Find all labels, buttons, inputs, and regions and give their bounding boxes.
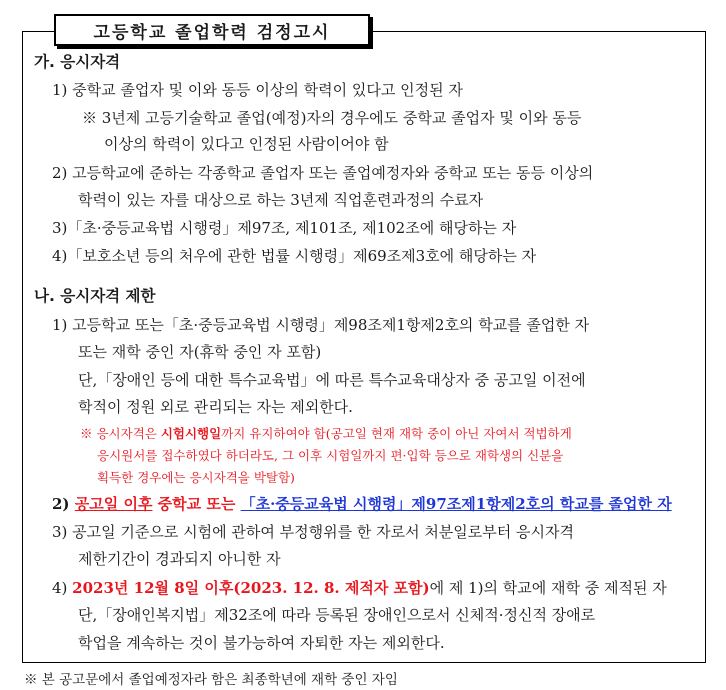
eligibility-item-2-line-1: 2) 고등학교에 준하는 각종학교 졸업자 또는 졸업예정자와 중학교 또는 동등 이상의	[52, 164, 594, 182]
item-4-number: 4)	[52, 579, 73, 597]
eligibility-note-line-1: ※ 3년제 고등기술학교 졸업(예정)자의 경우에도 중학교 졸업자 및 이와 동등	[82, 109, 582, 127]
item-2-after-notice: 공고일 이후	[74, 495, 153, 513]
eligibility-note-line-2: 이상의 학력이 있다고 인정된 사람이어야 함	[104, 135, 389, 153]
eligibility-item-1: 1) 중학교 졸업자 및 이와 동등 이상의 학력이 있다고 인정된 자	[52, 81, 463, 99]
eligibility-item-4: 4)「보호소년 등의 처우에 관한 법률 시행령」제69조제3호에 해당하는 자	[52, 247, 537, 265]
restriction-item-4-line-3: 학업을 계속하는 것이 불가능하여 자퇴한 자는 제외한다.	[78, 634, 445, 652]
page-title: 고등학교 졸업학력 검정고시	[54, 14, 370, 46]
restriction-item-4-line-2: 단,「장애인복지법」제32조에 따라 등록된 장애인으로서 신체적·정신적 장애로	[78, 606, 596, 624]
restriction-item-3-line-2: 제한기간이 경과되지 아니한 자	[78, 550, 281, 568]
item-4-date-emphasis: 2023년 12월 8일 이후(2023. 12. 8. 제적자 포함)	[72, 579, 430, 597]
note-exam-date-emphasis: 시험시행일	[160, 426, 222, 441]
item-2-law-reference: 「초·중등교육법 시행령」제97조제1항제2호의 학교를 졸업한 자	[240, 495, 672, 513]
restriction-item-1-line-4: 학적이 정원 외로 관리되는 자는 제외한다.	[78, 398, 353, 416]
restriction-item-1-line-3: 단,「장애인 등에 대한 특수교육법」에 따른 특수교육대상자 중 공고일 이전에	[78, 371, 586, 389]
eligibility-item-3: 3)「초·중등교육법 시행령」제97조, 제101조, 제102조에 해당하는 자	[52, 219, 517, 237]
section-heading-eligibility: 가. 응시자격	[34, 53, 121, 71]
eligibility-item-2-line-2: 학력이 있는 자를 대상으로 하는 3년제 직업훈련과정의 수료자	[78, 191, 484, 209]
note-suffix: 까지 유지하여야 함(공고일 현재 재학 중이 아닌 자여서 적법하게	[221, 426, 572, 441]
restriction-note-line-1	[80, 424, 572, 444]
item-4-rest: 에 제 1)의 학교에 재학 중 제적된 자	[429, 579, 667, 597]
restriction-item-2	[52, 494, 672, 514]
footnote: ※ 본 공고문에서 졸업예정자라 함은 최종학년에 재학 중인 자임	[24, 672, 398, 688]
item-2-middle-school: 중학교 또는	[152, 495, 241, 513]
restriction-note-line-2: 응시원서를 접수하였다 하더라도, 그 이후 시험일까지 편·입학 등으로 재학생의 신분을	[97, 448, 564, 463]
note-prefix: ※ 응시자격은	[80, 426, 161, 441]
restriction-note-line-3: 획득한 경우에는 응시자격을 박탈함)	[97, 470, 295, 485]
restriction-item-1-line-2: 또는 재학 중인 자(휴학 중인 자 포함)	[78, 343, 322, 361]
section-heading-restrictions: 나. 응시자격 제한	[34, 287, 156, 305]
restriction-item-3-line-1: 3) 공고일 기준으로 시험에 관하여 부정행위를 한 자로서 처분일로부터 응시자격	[52, 523, 574, 541]
restriction-item-1-line-1: 1) 고등학교 또는「초·중등교육법 시행령」제98조제1항제2호의 학교를 졸업한 자	[52, 316, 590, 334]
restriction-item-4-line-1	[52, 578, 667, 598]
item-2-number: 2)	[52, 495, 75, 513]
